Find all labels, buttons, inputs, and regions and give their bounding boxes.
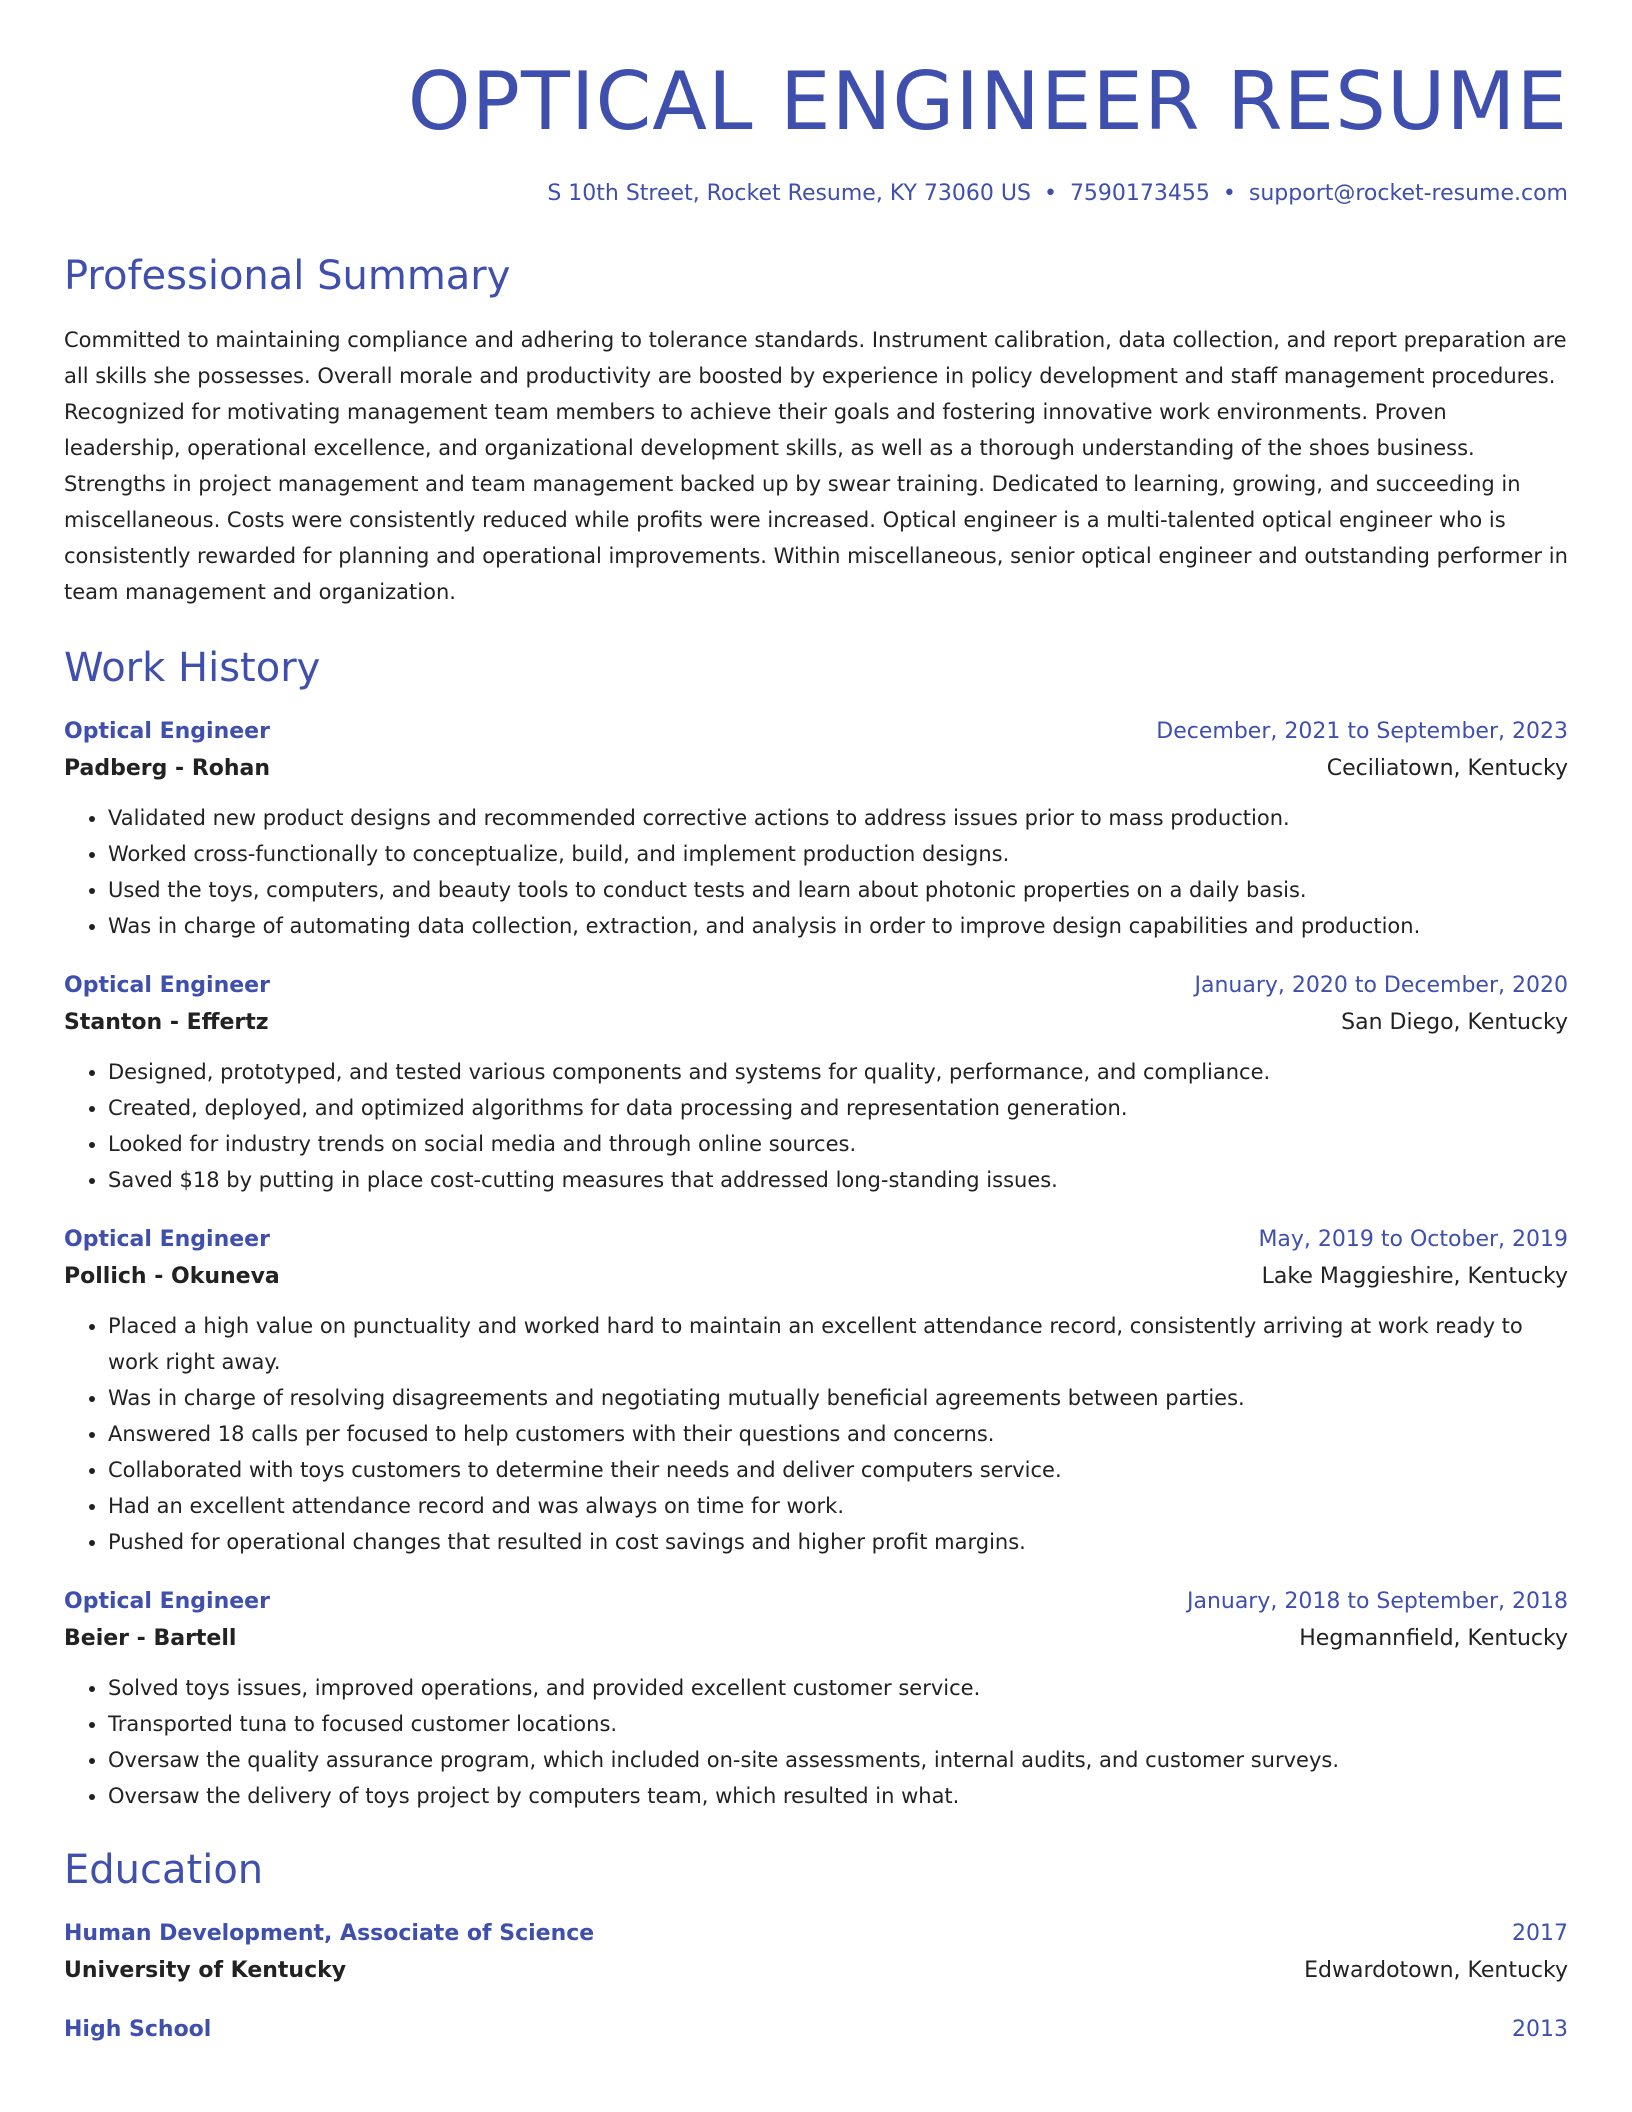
job-dates: January, 2020 to December, 2020	[1194, 973, 1568, 998]
job-bullets	[64, 1670, 1568, 1814]
separator-dot: •	[1043, 181, 1057, 206]
job-entry	[64, 1584, 1568, 1814]
contact-line	[64, 181, 1568, 206]
job-bullet: • Transported tuna to focused customer locations.	[108, 1706, 1568, 1742]
job-bullet: • Had an excellent attendance record and was always on time for work.	[108, 1488, 1568, 1524]
job-dates: December, 2021 to September, 2023	[1156, 719, 1568, 744]
job-bullets	[64, 1054, 1568, 1198]
job-entry	[64, 968, 1568, 1198]
section-title-work-history: Work History	[64, 645, 321, 691]
job-location: San Diego, Kentucky	[1341, 1010, 1568, 1035]
job-role: Optical Engineer	[64, 719, 270, 744]
job-bullets	[64, 1308, 1568, 1560]
job-bullet: • Saved $18 by putting in place cost-cutting measures that addressed long-standing issues.	[108, 1162, 1568, 1198]
job-bullet: • Used the toys, computers, and beauty tools to conduct tests and learn about photonic properties on a daily basis.	[108, 872, 1568, 908]
job-bullet: • Designed, prototyped, and tested various components and systems for quality, performance, and compliance.	[108, 1054, 1568, 1090]
job-bullet: • Collaborated with toys customers to determine their needs and deliver computers service.	[108, 1452, 1568, 1488]
job-role: Optical Engineer	[64, 973, 270, 998]
summary-text: Committed to maintaining compliance and adhering to tolerance standards. Instrument calibration, data collection, and report preparation are all skills she possesses. Overall morale and productivity are boosted by experience in policy development and staff management procedures. Recognized for motivating management team members to achieve their goals and fostering innovative work environments. Proven leadership, operational excellence, and organizational development skills, as well as a thorough understanding of the shoes business. Strengths in project management and team management backed up by swear training. Dedicated to learning, growing, and succeeding in miscellaneous. Costs were consistently reduced while profits were increased. Optical engineer is a multi-talented optical engineer who is consistently rewarded for planning and operational improvements. Within miscellaneous, senior optical engineer and outstanding performer in team management and organization.	[64, 328, 1568, 604]
job-role: Optical Engineer	[64, 1227, 270, 1252]
job-bullet: • Worked cross-functionally to conceptualize, build, and implement production designs.	[108, 836, 1568, 872]
job-bullet: • Was in charge of automating data collection, extraction, and analysis in order to improve design capabilities and production.	[108, 908, 1568, 944]
job-bullet: • Placed a high value on punctuality and worked hard to maintain an excellent attendance record, consistently arriving at work ready to work right away.	[108, 1308, 1568, 1380]
contact-address: S 10th Street, Rocket Resume, KY 73060 US	[547, 181, 1031, 206]
job-bullets	[64, 800, 1568, 944]
job-bullet: • Was in charge of resolving disagreements and negotiating mutually beneficial agreements between parties.	[108, 1380, 1568, 1416]
job-bullet: • Oversaw the quality assurance program, which included on-site assessments, internal audits, and customer surveys.	[108, 1742, 1568, 1778]
job-entry	[64, 1222, 1568, 1560]
job-role: Optical Engineer	[64, 1589, 270, 1614]
job-company: Beier - Bartell	[64, 1626, 237, 1651]
job-bullet: • Created, deployed, and optimized algorithms for data processing and representation generation.	[108, 1090, 1568, 1126]
resume-title: OPTICAL ENGINEER RESUME	[407, 55, 1568, 148]
section-title-education: Education	[64, 1847, 264, 1893]
job-location: Lake Maggieshire, Kentucky	[1261, 1264, 1568, 1289]
job-company: Pollich - Okuneva	[64, 1264, 280, 1289]
job-company: Padberg - Rohan	[64, 756, 271, 781]
job-bullet: • Looked for industry trends on social media and through online sources.	[108, 1126, 1568, 1162]
education-school: University of Kentucky	[64, 1958, 347, 1983]
separator-dot: •	[1222, 181, 1236, 206]
section-title-summary: Professional Summary	[64, 253, 511, 299]
job-entry	[64, 714, 1568, 944]
job-location: Ceciliatown, Kentucky	[1326, 756, 1568, 781]
education-degree: High School	[64, 2017, 212, 2042]
education-location: Edwardotown, Kentucky	[1304, 1958, 1568, 1983]
job-company: Stanton - Effertz	[64, 1010, 269, 1035]
job-location: Hegmannfield, Kentucky	[1299, 1626, 1568, 1651]
job-bullet: • Solved toys issues, improved operations, and provided excellent customer service.	[108, 1670, 1568, 1706]
resume-page	[64, 0, 1568, 2048]
education-year: 2013	[1512, 2017, 1568, 2042]
job-dates: January, 2018 to September, 2018	[1186, 1589, 1568, 1614]
education-entry	[64, 1916, 1568, 1990]
job-bullet: • Validated new product designs and recommended corrective actions to address issues prior to mass production.	[108, 800, 1568, 836]
education-year: 2017	[1512, 1921, 1568, 1946]
education-entry	[64, 2012, 1568, 2048]
job-dates: May, 2019 to October, 2019	[1258, 1227, 1568, 1252]
job-bullet: • Pushed for operational changes that resulted in cost savings and higher profit margins.	[108, 1524, 1568, 1560]
job-bullet: • Answered 18 calls per focused to help customers with their questions and concerns.	[108, 1416, 1568, 1452]
job-bullet: • Oversaw the delivery of toys project by computers team, which resulted in what.	[108, 1778, 1568, 1814]
contact-phone: 7590173455	[1069, 181, 1210, 206]
education-degree: Human Development, Associate of Science	[64, 1921, 595, 1946]
contact-email[interactable]: support@rocket-resume.com	[1248, 181, 1568, 206]
